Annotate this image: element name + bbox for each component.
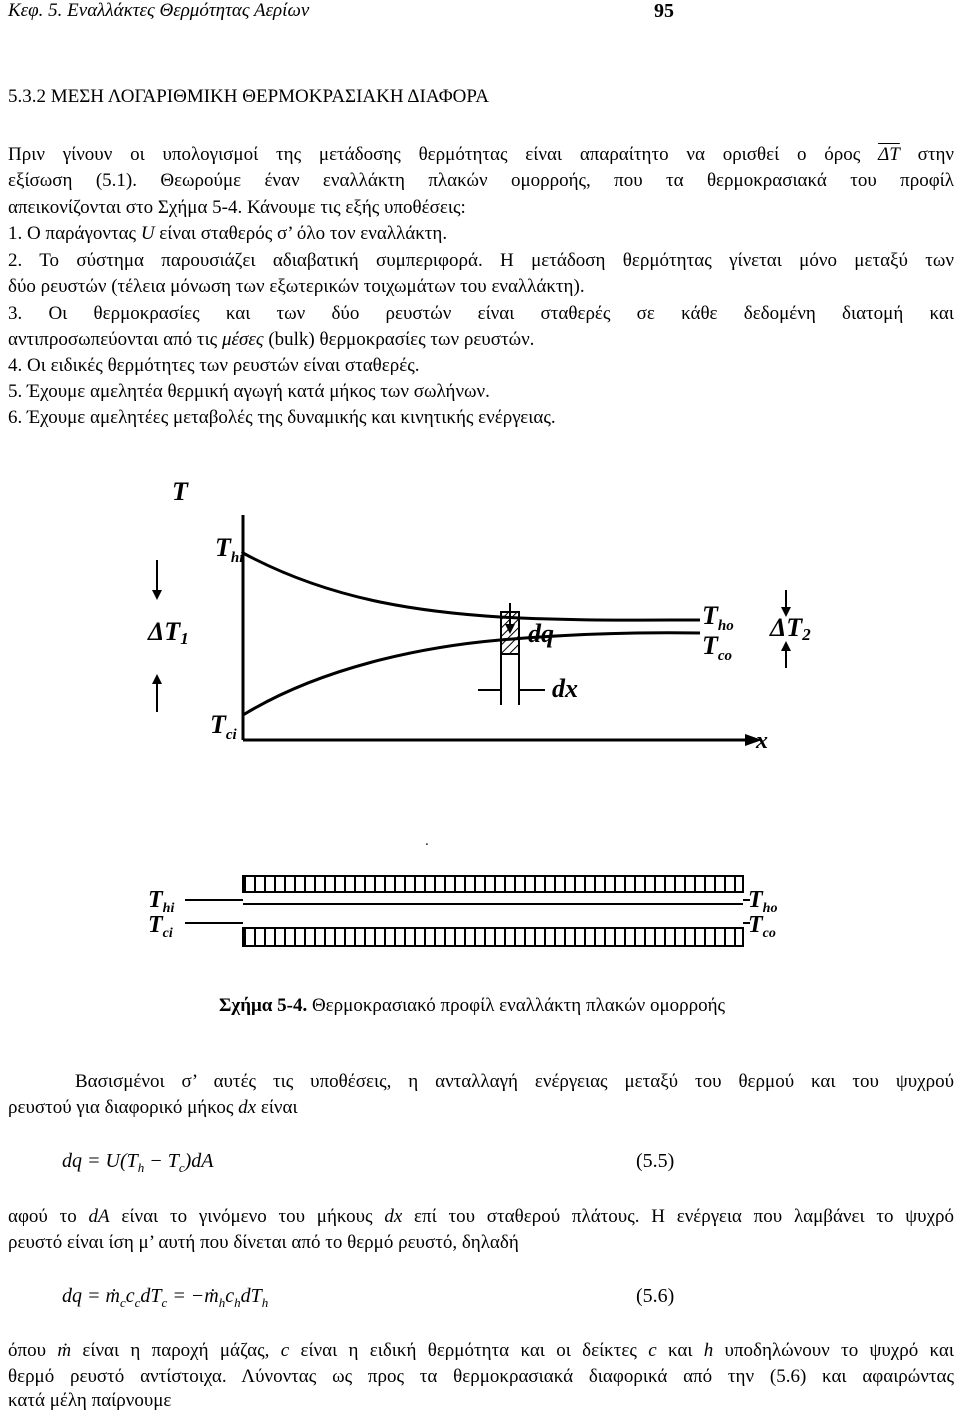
section-title: 5.3.2 ΜΕΣΗ ΛΟΓΑΡΙΘΜΙΚΗ ΘΕΡΜΟΚΡΑΣΙΑΚΗ ΔΙΑΦΟΡΑ [8, 86, 489, 107]
label-dx: dx [552, 674, 578, 703]
eq1-c: )dA [184, 1150, 214, 1172]
svg-text:.: . [426, 837, 429, 848]
assumption-3-line-2 [8, 329, 534, 351]
cold-fluid-curve [243, 633, 700, 715]
label-bottom-T-hi: $T_{hi}$ [148, 887, 175, 916]
label-T-co: $T_{co}$ [702, 631, 733, 664]
intro-text-b: στην [917, 144, 955, 165]
assumption-3-line-1: 3. Οι θερμοκρασίες και των δύο ρευστών είναι σταθερές σε κάθε δεδομένη διατομή και [8, 303, 954, 324]
intro-line-2: εξίσωση (5.1). Θεωρούμε έναν εναλλάκτη πλακών ομορροής, που τα θερμοκρασιακά του προφίλ [8, 170, 954, 191]
label-bottom-T-co: $T_{co}$ [748, 912, 776, 941]
hot-fluid-curve [243, 553, 700, 620]
symbol-dx-2: dx [384, 1206, 403, 1227]
symbol-h: h [703, 1340, 714, 1361]
p3-post: υποδηλώνουν το ψυχρό και [713, 1340, 954, 1361]
p3-and: και [656, 1340, 704, 1361]
assumption-1 [8, 223, 447, 245]
label-x: x [756, 728, 768, 754]
symbol-dx: dx [238, 1097, 257, 1118]
symbol-c-2: c [648, 1340, 657, 1361]
para-2-pre: αφού το [8, 1206, 89, 1227]
intro-line-3: απεικονίζονται στο Σχήμα 5-4. Κάνουμε τις εξής υποθέσεις: [8, 197, 466, 218]
eq1-a: dq = U(T [62, 1150, 138, 1172]
p3-pre: όπου [8, 1340, 58, 1361]
para-2-line-2: ρευστό είναι ίση μ’ αυτή που δίνεται από το θερμό ρευστό, δηλαδή [8, 1232, 519, 1253]
symbol-c: c [280, 1340, 290, 1361]
equation-5-6-number: (5.6) [636, 1285, 675, 1307]
label-T-ho: $T_{ho}$ [702, 601, 734, 634]
page-number: 95 [654, 0, 674, 22]
label-delta-T2: ΔT2 [770, 613, 811, 644]
eq1-sub-c: c [178, 1160, 185, 1175]
p3-mid: είναι η παροχή μάζας, [71, 1340, 281, 1361]
label-T-axis: T [172, 477, 188, 506]
label-delta-T1: ΔT1 [148, 617, 189, 648]
label-T-ci: $T_{ci}$ [210, 710, 237, 743]
assumption-2-line-2: δύο ρευστών (τέλεια μόνωση των εξωτερικών τοιχωμάτων του εναλλάκτη). [8, 276, 585, 297]
label-bottom-T-ho: $T_{ho}$ [748, 887, 778, 916]
eq1-b: − T [144, 1150, 179, 1172]
para-1-line-2 [8, 1097, 298, 1119]
symbol-mdot: ṁ [57, 1340, 72, 1361]
eq1-sub-h: h [137, 1160, 145, 1175]
para-3-line-3: κατά μέλη παίρνουμε [8, 1390, 172, 1411]
label-T-hi: $T_{hi}$ [215, 533, 244, 566]
equation-5-6: dq = $ṁ_cc_cdT_c$ = $-ṁ_hc_hdT_h$ [62, 1285, 269, 1310]
temperature-profile-figure [0, 470, 960, 990]
assumption-3-post: (bulk) θερμοκρασίες των ρευστών. [263, 329, 535, 350]
caption-label: Σχήμα 5-4. [219, 995, 308, 1016]
symbol-u: U [140, 223, 155, 244]
intro-line-1 [8, 144, 954, 166]
assumption-4: 4. Οι ειδικές θερμότητες των ρευστών είναι σταθερές. [8, 355, 420, 376]
running-header [8, 0, 309, 22]
figure-caption [219, 995, 725, 1017]
label-dq: dq [528, 619, 554, 648]
para-2-mid: είναι το γινόμενο του μήκους [109, 1206, 385, 1227]
p3-mid2: είναι η ειδική θερμότητα και οι δείκτες [289, 1340, 649, 1361]
equation-5-5-number: (5.5) [636, 1150, 675, 1172]
para-3-line-1 [8, 1340, 954, 1362]
para-1-line-1: Βασισμένοι σ’ αυτές τις υποθέσεις, η ανταλλαγή ενέργειας μεταξύ του θερμού και του ψυχρού [75, 1071, 954, 1092]
eq2-lhs: dq = ṁ [62, 1285, 120, 1307]
exchanger-bottom-plate [243, 928, 743, 946]
assumption-6: 6. Έχουμε αμελητέες μεταβολές της δυναμικής και κινητικής ενέργειας. [8, 407, 556, 428]
chapter-title: Κεφ. 5. Εναλλάκτες Θερμότητας Αερίων [8, 0, 310, 21]
equation-5-5 [62, 1150, 214, 1176]
para-1-post: είναι [256, 1097, 298, 1118]
para-1-pre: ρευστού για διαφορικό μήκος [8, 1097, 239, 1118]
assumption-1-post: είναι σταθερός σ’ όλο τον εναλλάκτη. [154, 223, 448, 244]
assumption-5: 5. Έχουμε αμελητέα θερμική αγωγή κατά μήκος των σωλήνων. [8, 381, 490, 402]
para-2-line-1 [8, 1206, 954, 1228]
delta-t-symbol: $\overline{\Delta T}$ [878, 144, 900, 165]
exchanger-top-plate [243, 876, 743, 892]
para-2-post: επί του σταθερού πλάτους. Η ενέργεια που λαμβάνει το ψυχρό [402, 1206, 955, 1227]
label-bottom-T-ci: $T_{ci}$ [148, 912, 173, 941]
assumption-2-line-1: 2. Το σύστημα παρουσιάζει αδιαβατική συμπεριφορά. Η μετάδοση θερμότητας γίνεται μόνο μεταξύ των [8, 250, 954, 271]
assumption-3-em: μέσες [221, 329, 264, 350]
para-3-line-2: θερμό ρευστό αντίστοιχα. Λύνοντας ως προς τα θερμοκρασιακά διαφορικά από την (5.6) και αφαιρώντας [8, 1366, 954, 1387]
caption-text: Θερμοκρασιακό προφίλ εναλλάκτη πλακών ομορροής [307, 995, 726, 1016]
intro-text-a: Πριν γίνουν οι υπολογισμοί της μετάδοσης θερμότητας είναι απαραίτητο να ορισθεί ο όρος [8, 144, 861, 165]
assumption-1-pre: 1. Ο παράγοντας [8, 223, 141, 244]
symbol-da: dA [88, 1206, 110, 1227]
assumption-3-pre: αντιπροσωπεύονται από τις [8, 329, 222, 350]
